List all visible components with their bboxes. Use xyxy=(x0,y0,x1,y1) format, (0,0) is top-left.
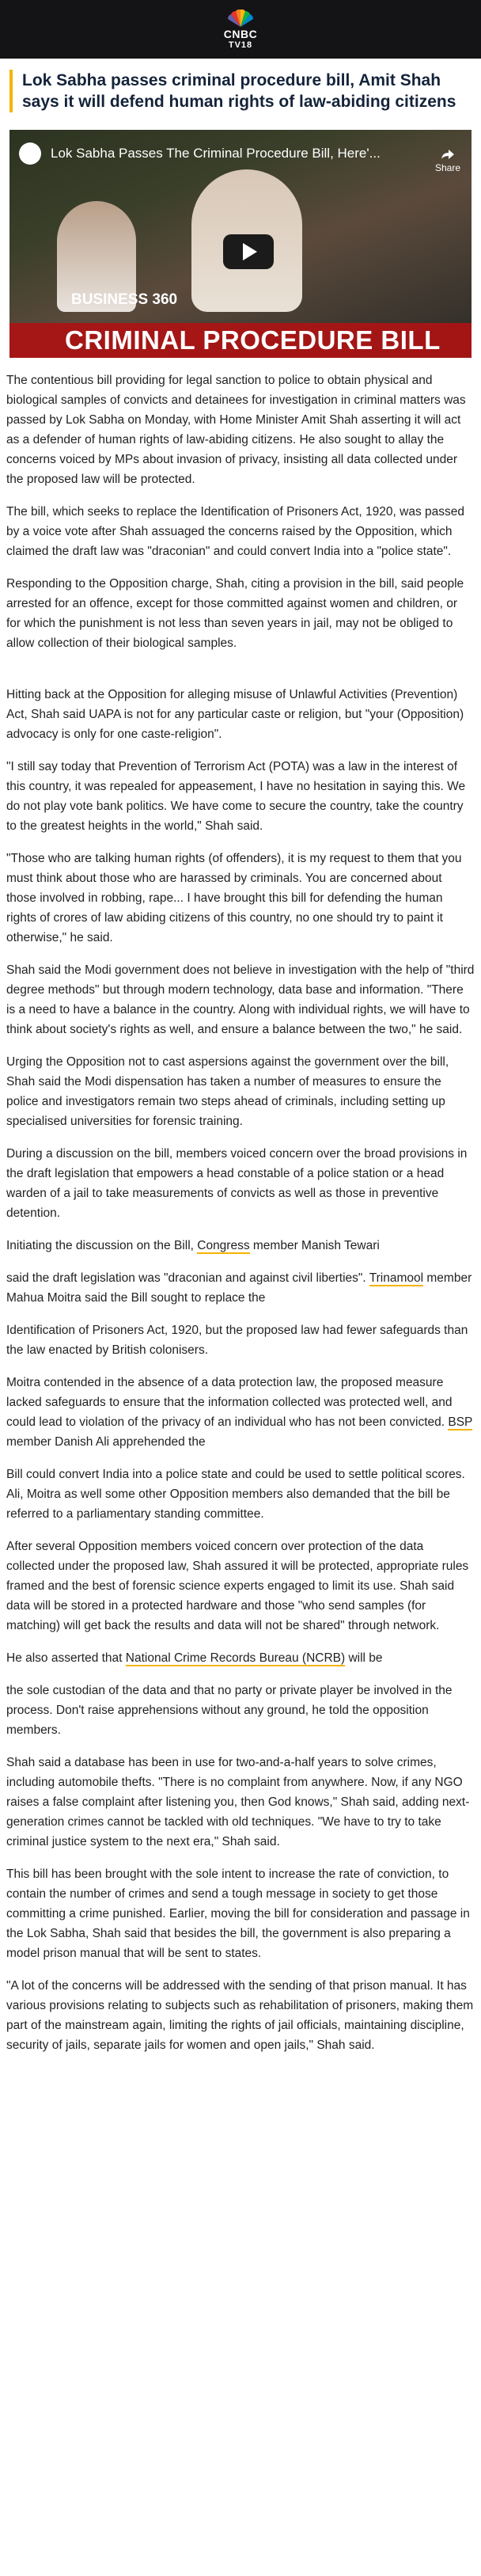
paragraph: Hitting back at the Opposition for alleging misuse of Unlawful Activities (Prevention) Act, Shah said UAPA is not for any particular caste or religion, but "your (Opposition) advocacy is only for one caste-religion". xyxy=(6,688,464,741)
cnbc-tv18-logo[interactable] xyxy=(224,9,257,50)
paragraph: "Those who are talking human rights (of offenders), it is my request to them that you must think about those who are harassed by criminals. You are concerned about those involved in robbing, rape... I have brought this bill for defending the human rights of crores of law abiding citizens of this country, no one should try to paint it otherwise," he said. xyxy=(6,852,462,944)
paragraph: Identification of Prisoners Act, 1920, but the proposed law had fewer safeguards than the law enacted by British colonisers. xyxy=(6,1324,468,1357)
congress-link[interactable]: Congress xyxy=(197,1239,250,1252)
paragraph xyxy=(6,1648,475,1668)
paragraph: This bill has been brought with the sole intent to increase the rate of conviction, to contain the number of crimes and send a tough message in society to get those committing a crime punished. Earlier, moving the bill for consideration and passage in the Lok Sabha, Shah said that besides the bill, the government is also preparing a model prison manual that will be sent to states. xyxy=(6,1867,470,1960)
headline-block xyxy=(9,70,472,112)
paragraph: "A lot of the concerns will be addressed with the sending of that prison manual. It has various provisions relating to subjects such as rehabilitation of prisoners, making them part of the mainstream again, limiting the rights of jail officials, maintaining discipline, security of jails, separate jails for women and open jails," Shah said. xyxy=(6,1979,474,2052)
paragraph xyxy=(6,1373,475,1452)
paragraph-text: member Mahua Moitra said the Bill sought to replace the xyxy=(6,1271,472,1305)
site-header xyxy=(0,0,481,59)
paragraph-text: member Manish Tewari xyxy=(249,1239,380,1252)
paragraph xyxy=(6,1268,475,1308)
paragraph: Shah said the Modi government does not believe in investigation with the help of "third degree methods" but through modern technology, data base and information. "There is a need to have a balance in the country. Along with individual rights, we will have to think about society's rights as well, and ensure a balance between the two," he said. xyxy=(6,963,475,1036)
paragraph: Urging the Opposition not to cast aspersions against the government over the bill, Shah said the Modi dispensation has taken a number of measures to ensure the police and investigators remain two steps ahead of criminals, including setting up specialised universities for forensic training. xyxy=(6,1055,449,1128)
paragraph: After several Opposition members voiced concern over protection of the data collected under the proposed law, Shah assured it will be protected, appropriate rules framed and the best of forensic science experts engaged to limit its use. Shah said data will be stored in a protected hardware and those "who send samples (for matching) will get back the results and data will not be shared" through network. xyxy=(6,1540,469,1632)
paragraph-text: He also asserted that xyxy=(6,1651,126,1665)
paragraph: Shah said a database has been in use for two-and-a-half years to solve crimes, including automobile thefts. "There is no complaint from anywhere. Now, if any NGO raises a false complaint after listening you, then God knows," Shah said, adding next-generation crimes cannot be tackled with old techniques. "We have to try to take criminal justice system to the next era," Shah said. xyxy=(6,1756,470,1848)
paragraph xyxy=(6,1236,475,1256)
play-button[interactable] xyxy=(223,234,274,269)
share-icon xyxy=(441,149,455,160)
share-label: Share xyxy=(434,162,460,173)
paragraph: During a discussion on the bill, members voiced concern over the broad provisions in the draft legislation that empowers a head constable of a police station or a head warden of a jail to take measurements of convicts as well as those in preventive detention. xyxy=(6,1147,468,1220)
paragraph: Responding to the Opposition charge, Shah, citing a provision in the bill, said people arrested for an offence, except for those committed against women and children, or for which the punishment is not less than seven years in jail, may not be obliged to allow collection of their biological samples. xyxy=(6,577,464,650)
paragraph-text: Moitra contended in the absence of a data protection law, the proposed measure lacked safeguards to ensure that the information collected was protected well, and could lead to violation of the privacy of an individual who has not been convicted. xyxy=(6,1376,453,1429)
paragraph: The contentious bill providing for legal sanction to police to obtain physical and biological samples of convicts and detainees for investigation in criminal matters was passed by Lok Sabha on Monday, with Home Minister Amit Shah asserting it will act as a defender of human rights of law-abiding citizens. He also sought to allay the concerns voiced by MPs about invasion of privacy, insisting all data collected under the proposed law will be protected. xyxy=(6,374,466,486)
trinamool-link[interactable]: Trinamool xyxy=(369,1271,424,1285)
share-button[interactable] xyxy=(435,149,460,173)
video-player[interactable] xyxy=(9,130,472,358)
video-overlay-banner: CRIMINAL PROCEDURE BILL xyxy=(9,323,472,358)
article-headline: Lok Sabha passes criminal procedure bill, Amit Shah says it will defend human rights of law-abiding citizens xyxy=(22,71,456,111)
article-body xyxy=(0,370,481,2055)
bsp-link[interactable]: BSP xyxy=(448,1415,473,1429)
channel-avatar[interactable] xyxy=(19,142,41,165)
peacock-icon xyxy=(225,9,256,28)
paragraph: the sole custodian of the data and that no party or private player be involved in the process. Don't raise apprehensions without any ground, he told the opposition members. xyxy=(6,1684,453,1737)
paragraph-text: will be xyxy=(345,1651,383,1665)
ncrb-link[interactable]: National Crime Records Bureau (NCRB) xyxy=(125,1651,346,1665)
logo-text: CNBC xyxy=(223,27,258,40)
paragraph: Bill could convert India into a police state and could be used to settle political scores. Ali, Moitra as well some other Opposition members also demanded that the bill be referred to a parliamentary standing committee. xyxy=(6,1468,465,1521)
paragraph-text: said the draft legislation was "draconian and against civil liberties". xyxy=(6,1271,369,1285)
paragraph-text: member Danish Ali apprehended the xyxy=(6,1435,206,1449)
paragraph: The bill, which seeks to replace the Identification of Prisoners Act, 1920, was passed by a voice vote after Shah assuaged the concerns raised by the Opposition, which claimed the draft law was "draconian" and could convert India into a "police state". xyxy=(6,505,464,558)
paragraph: "I still say today that Prevention of Terrorism Act (POTA) was a law in the interest of this country, it was repealed for appeasement, I have no hesitation in saying this. We do not play vote bank politics. We have come to secure the country, take the country to the greatest heights in the world," Shah said. xyxy=(6,760,466,833)
video-overlay-small: BUSINESS 360 xyxy=(71,291,178,308)
video-title[interactable]: Lok Sabha Passes The Criminal Procedure Bill, Here'... xyxy=(51,146,381,161)
logo-subtext: TV18 xyxy=(228,40,253,50)
paragraph-text: Initiating the discussion on the Bill, xyxy=(6,1239,198,1252)
